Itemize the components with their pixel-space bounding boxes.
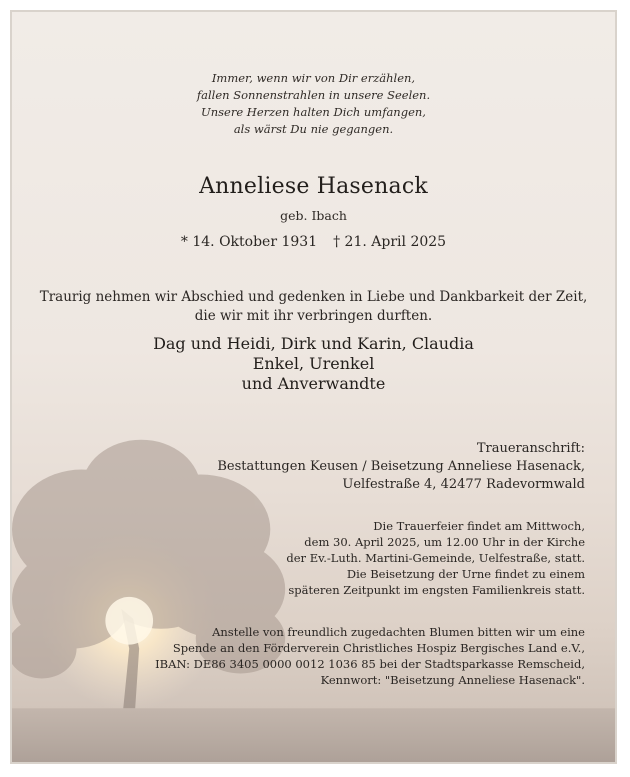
death-date: † 21. April 2025	[333, 234, 447, 250]
service-line: der Ev.-Luth. Martini-Gemeinde, Uelfestraße, statt.	[286, 551, 585, 565]
donation-line: Anstelle von freundlich zugedachten Blumen bitten wir um eine	[212, 625, 585, 639]
donation-request	[155, 624, 585, 688]
service-line: Die Trauerfeier findet am Mittwoch,	[373, 519, 585, 533]
service-line: späteren Zeitpunkt im engsten Familienkreis statt.	[288, 583, 585, 597]
mourning-address	[217, 440, 585, 494]
funeral-service-info	[286, 518, 585, 598]
deceased-name: Anneliese Hasenack	[199, 174, 428, 199]
mourning-text	[12, 288, 615, 326]
obituary-card	[10, 10, 617, 764]
life-dates	[12, 234, 615, 250]
poem-line: Immer, wenn wir von Dir erzählen,	[211, 71, 416, 85]
poem-line: fallen Sonnenstrahlen in unsere Seelen.	[196, 88, 431, 102]
mourning-line: Traurig nehmen wir Abschied und gedenken in Liebe und Dankbarkeit der Zeit,	[39, 289, 588, 305]
address-line: Traueranschrift:	[476, 441, 585, 456]
family-line: Dag und Heidi, Dirk und Karin, Claudia	[153, 334, 474, 353]
family-line: Enkel, Urenkel	[252, 354, 375, 373]
mourning-line: die wir mit ihr verbringen durften.	[194, 308, 433, 324]
poem	[12, 70, 615, 138]
donation-line: Spende an den Förderverein Christliches Hospiz Bergisches Land e.V.,	[172, 641, 585, 655]
service-line: dem 30. April 2025, um 12.00 Uhr in der Kirche	[304, 535, 585, 549]
family-signatures	[12, 334, 615, 394]
address-line: Bestattungen Keusen / Beisetzung Anneliese Hasenack,	[217, 459, 585, 474]
donation-line: Kennwort: "Beisetzung Anneliese Hasenack".	[320, 673, 585, 687]
family-line: und Anverwandte	[241, 374, 386, 393]
donation-line: IBAN: DE86 3405 0000 0012 1036 85 bei der Stadtsparkasse Remscheid,	[155, 657, 585, 671]
address-line: Uelfestraße 4, 42477 Radevormwald	[342, 477, 585, 492]
birth-date: * 14. Oktober 1931	[180, 234, 318, 250]
poem-line: als wärst Du nie gegangen.	[233, 122, 394, 136]
birth-name: geb. Ibach	[280, 208, 347, 223]
service-line: Die Beisetzung der Urne findet zu einem	[346, 567, 585, 581]
poem-line: Unsere Herzen halten Dich umfangen,	[201, 105, 426, 119]
